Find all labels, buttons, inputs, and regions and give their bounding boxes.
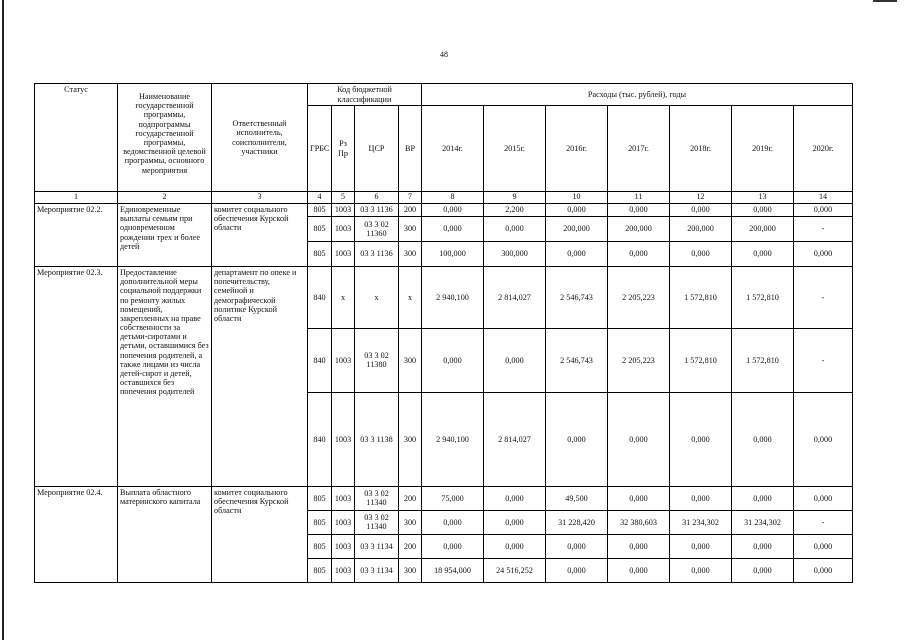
value-cell: 2 546,743 [546,266,608,328]
name-cell: Предоставление дополнительной меры социальной поддержки по ремонту жилых помещений, закрепленных на праве собственности за детьми-сиротами и детьми, оставшимися без попечения родителей, а также лицами из числа детей-сирот и детей, оставшихся без попечения родителей [118,266,212,486]
csr-cell: х [355,266,399,328]
executor-cell: комитет социального обеспечения Курской области [212,486,308,582]
value-cell: 31 228,420 [546,510,608,534]
column-number: 13 [732,192,794,204]
column-number: 3 [212,192,308,204]
value-cell: 0,000 [546,241,608,266]
rzpr-cell: х [332,266,355,328]
rzpr-cell: 1003 [332,510,355,534]
value-cell: 49,500 [546,486,608,510]
grbs-cell: 805 [308,486,332,510]
header-vr: ВР [399,106,422,192]
vr-cell: 200 [399,203,422,216]
table-row [35,266,853,328]
csr-cell: 03 3 02 11380 [355,328,399,392]
value-cell: 0,000 [422,534,484,558]
grbs-cell: 805 [308,534,332,558]
vr-cell: 300 [399,510,422,534]
budget-table [34,83,853,583]
value-cell: 300,000 [484,241,546,266]
header-grbs: ГРБС [308,106,332,192]
value-cell: 1 572,810 [732,266,794,328]
header-budget-code: Код бюджетной классификации [308,84,422,106]
value-cell: 32 380,603 [608,510,670,534]
value-cell: 0,000 [732,534,794,558]
rzpr-cell: 1003 [332,241,355,266]
status-cell: Мероприятие 02.3. [35,266,118,486]
grbs-cell: 840 [308,392,332,486]
value-cell: 0,000 [484,486,546,510]
header-year: 2020г. [794,106,853,192]
value-cell: - [794,266,853,328]
csr-cell: 03 3 1134 [355,534,399,558]
column-number: 2 [118,192,212,204]
header-expenses: Расходы (тыс. рублей), годы [422,84,853,106]
value-cell: 0,000 [608,486,670,510]
header-row-1 [35,84,853,106]
value-cell: 0,000 [670,241,732,266]
header-year: 2015г. [484,106,546,192]
value-cell: 0,000 [794,558,853,582]
page-number: 48 [440,50,448,59]
vr-cell: 300 [399,328,422,392]
status-cell: Мероприятие 02.4. [35,486,118,582]
executor-cell: департамент по опеке и попечительству, семейной и демографической политике Курской области [212,266,308,486]
value-cell: 0,000 [546,534,608,558]
column-number-row [35,192,853,204]
vr-cell: 300 [399,241,422,266]
value-cell: 2 546,743 [546,328,608,392]
value-cell: 0,000 [484,328,546,392]
header-executor: Ответственный исполнитель, соисполнители, участники [212,84,308,192]
table-row [35,486,853,510]
value-cell: - [794,328,853,392]
grbs-cell: 840 [308,328,332,392]
vr-cell: 300 [399,392,422,486]
grbs-cell: 805 [308,558,332,582]
header-year: 2018г. [670,106,732,192]
value-cell: 0,000 [794,203,853,216]
value-cell: 1 572,810 [670,266,732,328]
column-number: 11 [608,192,670,204]
column-number: 8 [422,192,484,204]
value-cell: 200,000 [670,216,732,241]
grbs-cell: 805 [308,216,332,241]
value-cell: 0,000 [670,486,732,510]
value-cell: 200,000 [732,216,794,241]
value-cell: 0,000 [484,510,546,534]
executor-cell: комитет социального обеспечения Курской области [212,203,308,266]
rzpr-cell: 1003 [332,534,355,558]
value-cell: 31 234,302 [670,510,732,534]
value-cell: 0,000 [484,534,546,558]
value-cell: 0,000 [670,558,732,582]
grbs-cell: 805 [308,203,332,216]
value-cell: 2 205,223 [608,266,670,328]
value-cell: 0,000 [422,216,484,241]
value-cell: 0,000 [546,392,608,486]
status-cell: Мероприятие 02.2. [35,203,118,266]
value-cell: 0,000 [484,216,546,241]
header-rzpr: Рз Пр [332,106,355,192]
value-cell: 0,000 [732,203,794,216]
value-cell: 0,000 [608,558,670,582]
vr-cell: 200 [399,534,422,558]
header-year: 2019г. [732,106,794,192]
csr-cell: 03 3 1136 [355,203,399,216]
grbs-cell: 805 [308,241,332,266]
grbs-cell: 805 [308,510,332,534]
value-cell: 100,000 [422,241,484,266]
rzpr-cell: 1003 [332,203,355,216]
column-number: 5 [332,192,355,204]
value-cell: 0,000 [732,392,794,486]
column-number: 1 [35,192,118,204]
scan-left-edge [2,0,4,640]
grbs-cell: 840 [308,266,332,328]
rzpr-cell: 1003 [332,558,355,582]
value-cell: 0,000 [546,203,608,216]
value-cell: 2 205,223 [608,328,670,392]
value-cell: 0,000 [670,534,732,558]
value-cell: 0,000 [608,203,670,216]
column-number: 14 [794,192,853,204]
value-cell: 31 234,302 [732,510,794,534]
value-cell: 0,000 [794,392,853,486]
value-cell: 0,000 [422,328,484,392]
value-cell: 2 940,100 [422,392,484,486]
header-name: Наименование государственной программы, подпрограммы государственной программы, ведомственной целевой программы, основного мероприятия [118,84,212,192]
value-cell: 0,000 [732,241,794,266]
scan-top-mark [873,0,897,2]
table-row [35,203,853,216]
value-cell: 0,000 [608,241,670,266]
value-cell: 0,000 [670,392,732,486]
vr-cell: 300 [399,216,422,241]
column-number: 7 [399,192,422,204]
csr-cell: 03 3 02 11340 [355,510,399,534]
rzpr-cell: 1003 [332,328,355,392]
value-cell: 24 516,252 [484,558,546,582]
column-number: 9 [484,192,546,204]
header-year: 2017г. [608,106,670,192]
column-number: 6 [355,192,399,204]
value-cell: 1 572,810 [670,328,732,392]
column-number: 4 [308,192,332,204]
csr-cell: 03 3 1138 [355,392,399,486]
value-cell: 0,000 [422,203,484,216]
value-cell: 1 572,810 [732,328,794,392]
csr-cell: 03 3 02 11340 [355,486,399,510]
vr-cell: х [399,266,422,328]
value-cell: 2 940,100 [422,266,484,328]
value-cell: - [794,510,853,534]
value-cell: 0,000 [670,203,732,216]
value-cell: 200,000 [546,216,608,241]
header-year: 2016г. [546,106,608,192]
header-csr: ЦСР [355,106,399,192]
value-cell: 0,000 [794,241,853,266]
vr-cell: 300 [399,558,422,582]
rzpr-cell: 1003 [332,392,355,486]
header-year: 2014г. [422,106,484,192]
csr-cell: 03 3 1136 [355,241,399,266]
value-cell: 18 954,000 [422,558,484,582]
value-cell: 200,000 [608,216,670,241]
value-cell: 75,000 [422,486,484,510]
rzpr-cell: 1003 [332,486,355,510]
rzpr-cell: 1003 [332,216,355,241]
column-number: 12 [670,192,732,204]
csr-cell: 03 3 1134 [355,558,399,582]
value-cell: 2 814,027 [484,266,546,328]
value-cell: 0,000 [794,534,853,558]
value-cell: 0,000 [422,510,484,534]
csr-cell: 03 3 02 11360 [355,216,399,241]
value-cell: 0,000 [608,534,670,558]
value-cell: 2,200 [484,203,546,216]
value-cell: 0,000 [546,558,608,582]
value-cell: 0,000 [794,486,853,510]
vr-cell: 200 [399,486,422,510]
value-cell: - [794,216,853,241]
header-status: Статус [35,84,118,192]
column-number: 10 [546,192,608,204]
value-cell: 0,000 [732,486,794,510]
value-cell: 0,000 [608,392,670,486]
value-cell: 0,000 [732,558,794,582]
name-cell: Выплата областного материнского капитала [118,486,212,582]
name-cell: Единовременные выплаты семьям при одновременном рождении трех и более детей [118,203,212,266]
value-cell: 2 814,027 [484,392,546,486]
